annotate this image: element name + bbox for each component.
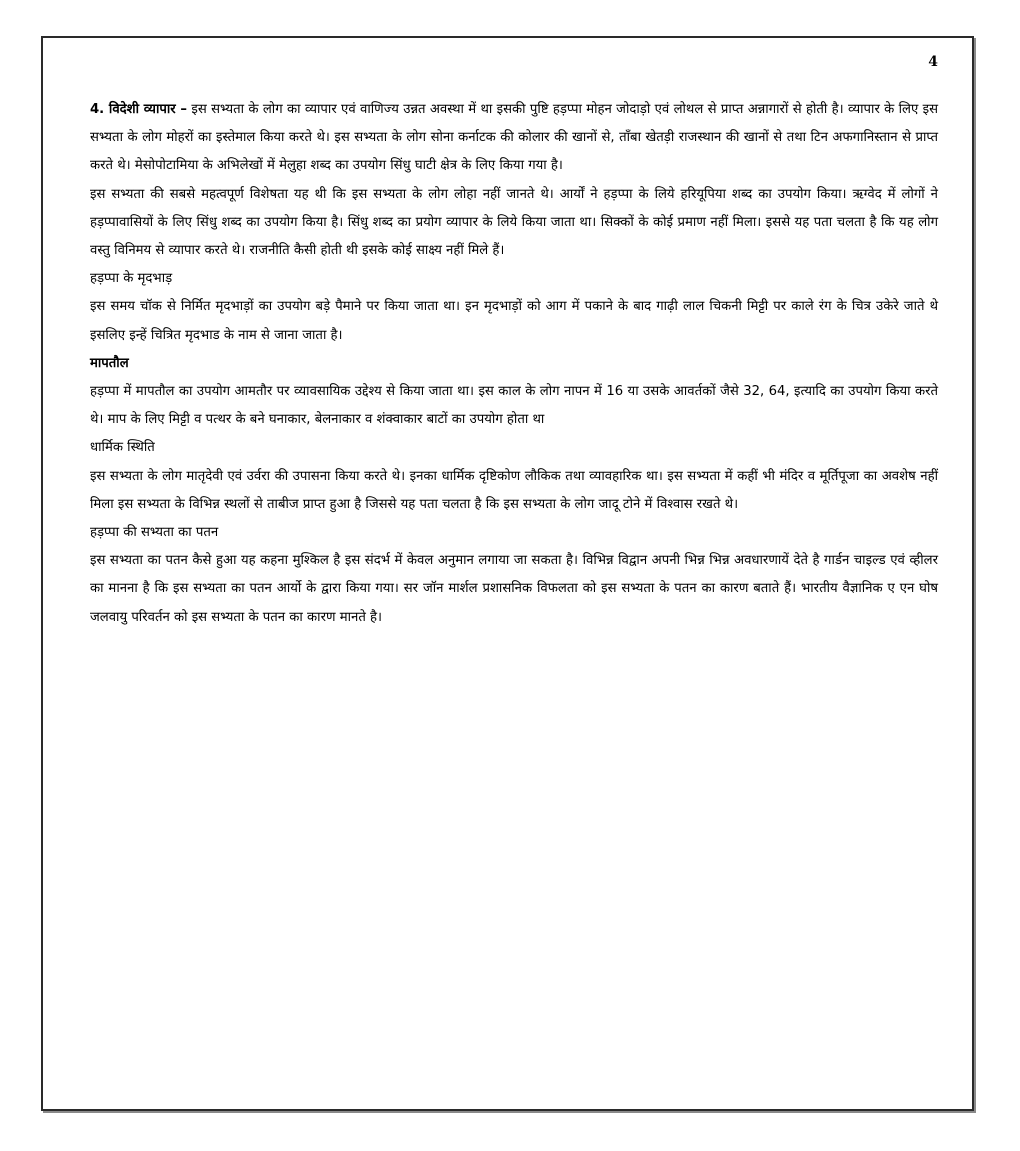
weights-heading: मापतौल	[90, 355, 129, 371]
religion-heading: धार्मिक स्थिति	[90, 440, 155, 456]
pottery-paragraph: इस समय चॉक से निर्मित मृदभाड़ों का उपयोग बड़े पैमाने पर किया जाता था। इन मृदभाड़ों को आग में पकाने के बाद गाढ़ी लाल चिकनी मिट्टी पर काले रंग के चित्र उकेरे जाते थे इसलिए इन्हें चित्रित मृदभाड के नाम से जाना जाता है।	[90, 299, 938, 343]
decline-paragraph: इस सभ्यता का पतन कैसे हुआ यह कहना मुश्किल है इस संदर्भ में केवल अनुमान लगाया जा सकता है। विभिन्न विद्वान अपनी भिन्न भिन्न अवधारणायें देते है गार्डन चाइल्ड एवं व्हीलर का मानना है कि इस सभ्यता का पतन आर्यो के द्वारा किया गया। सर जॉन मार्शल प्रशासनिक विफलता को इस सभ्यता के पतन का कारण बताते हैं। भारतीय वैज्ञानिक ए एन घोष जलवायु परिवर्तन को इस सभ्यता के पतन का कारण मानते है।	[90, 553, 938, 625]
trade-paragraph-2: इस सभ्यता की सबसे महत्वपूर्ण विशेषता यह थी कि इस सभ्यता के लोग लोहा नहीं जानते थे। आर्यों ने हड़प्पा के लिये हरियूपिया शब्द का उपयोग किया। ऋग्वेद में लोगों ने हड़प्पावासियों के लिए सिंधु शब्द का उपयोग किया है। सिंधु शब्द का प्रयोग व्यापार के लिये किया जाता था। सिक्कों के कोई प्रमाण नहीं मिला। इससे यह पता चलता है कि यह लोग वस्तु विनिमय से व्यापार करते थे। राजनीति कैसी होती थी इसके कोई साक्ष्य नहीं मिले हैं।	[90, 186, 938, 259]
page-number: 4	[928, 54, 938, 70]
religion-paragraph: इस सभ्यता के लोग मातृदेवी एवं उर्वरा की उपासना किया करते थे। इनका धार्मिक दृष्टिकोण लौकिक तथा व्यावहारिक था। इस सभ्यता में कहीं भी मंदिर व मूर्तिपूजा का अवशेष नहीं मिला इस सभ्यता के विभिन्न स्थलों से ताबीज प्राप्त हुआ है जिससे यह पता चलता है कि इस सभ्यता के लोग जादू टोने में विश्वास रखते थे।	[90, 468, 938, 512]
trade-body: इस सभ्यता के लोग का व्यापार एवं वाणिज्य उन्नत अवस्था में था इसकी पुष्टि हड़प्पा मोहन जोदाड़ो एवं लोथल से प्राप्त अन्नागारों से होती है। व्यापार के लिए इस सभ्यता के लोग मोहरों का इस्तेमाल किया करते थे। इस सभ्यता के लोग सोना कर्नाटक की कोलार की खानों से, ताँबा खेतड़ी राजस्थान की खानों से तथा टिन अफगानिस्तान से प्राप्त करते थे। मेसोपोटामिया के अभिलेखों में मेलुहा शब्द का उपयोग सिंधु घाटी क्षेत्र के लिए किया गया है।	[90, 102, 939, 174]
trade-heading: 4. विदेशी व्यापार –	[90, 102, 187, 117]
document-body	[90, 96, 938, 632]
trade-paragraph	[90, 96, 938, 181]
decline-heading: हड़प्पा की सभ्यता का पतन	[90, 525, 219, 541]
pottery-heading: हड़प्पा के मृदभाड़	[90, 271, 173, 287]
weights-paragraph: हड़प्पा में मापतौल का उपयोग आमतौर पर व्यावसायिक उद्देश्य से किया जाता था। इस काल के लोग नापन में 16 या उसके आवर्तकों जैसे 32, 64, इत्यादि का उपयोग किया करते थे। माप के लिए मिट्टी व पत्थर के बने घनाकार, बेलनाकार व शंक्वाकार बाटों का उपयोग होता था	[90, 384, 938, 428]
